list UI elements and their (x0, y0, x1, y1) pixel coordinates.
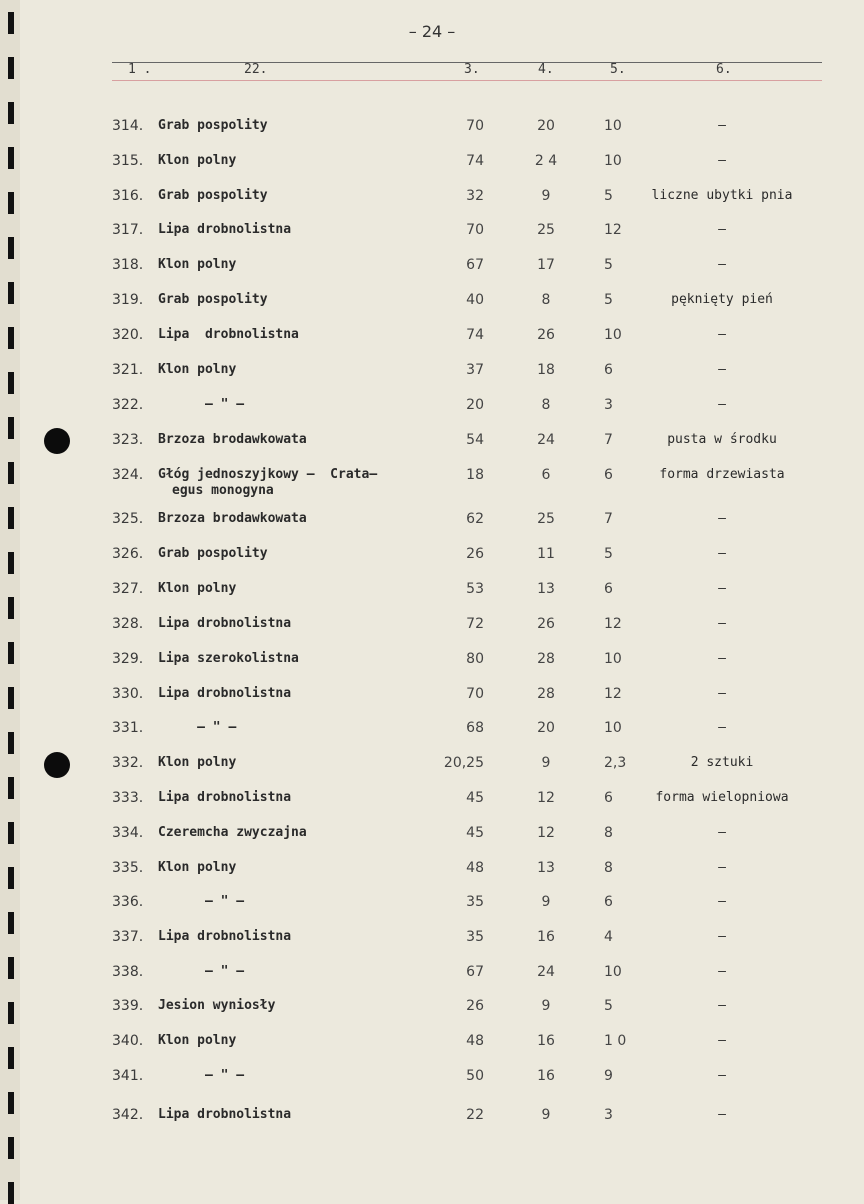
species-name: Grab pospolity (158, 188, 268, 203)
species-name: Lipa szerokolistna (158, 651, 299, 666)
row-number: 319. (112, 292, 144, 308)
table-row (0, 1068, 864, 1102)
column-5-value: 5 (604, 188, 613, 204)
remarks: forma drzewiasta (659, 467, 785, 482)
species-name: – " – (158, 720, 237, 735)
row-number: 338. (112, 964, 144, 980)
row-number: 328. (112, 616, 144, 632)
column-4-value: 17 (537, 257, 555, 273)
row-number: 323. (112, 432, 144, 448)
column-3-value: 74 (466, 327, 484, 343)
remarks: – (718, 616, 726, 631)
column-3-value: 40 (466, 292, 484, 308)
table-row (0, 825, 864, 859)
species-name: Klon polny (158, 1033, 237, 1048)
column-header-5: 5. (610, 62, 626, 77)
remarks: – (718, 118, 726, 133)
column-3-value: 68 (466, 720, 484, 736)
column-4-value: 28 (537, 686, 555, 702)
species-name: Klon polny (158, 755, 237, 770)
page-number: – 24 – (408, 22, 456, 41)
remarks: – (718, 1107, 726, 1122)
column-4-value: 16 (537, 929, 555, 945)
table-row (0, 153, 864, 187)
column-5-value: 4 (604, 929, 613, 945)
column-5-value: 12 (604, 616, 622, 632)
column-3-value: 37 (466, 362, 484, 378)
column-3-value: 74 (466, 153, 484, 169)
species-name: Lipa drobnolistna (158, 790, 292, 805)
column-5-value: 8 (604, 860, 613, 876)
column-5-value: 8 (604, 825, 613, 841)
remarks: – (718, 825, 726, 840)
column-3-value: 22 (466, 1107, 484, 1123)
row-number: 327. (112, 581, 144, 597)
species-name: Klon polny (158, 362, 237, 377)
species-name: Brzoza brodawkowata (158, 511, 307, 526)
row-number: 337. (112, 929, 144, 945)
species-name: Grab pospolity (158, 546, 268, 561)
table-row (0, 292, 864, 326)
column-4-value: 8 (541, 292, 551, 308)
row-number: 325. (112, 511, 144, 527)
column-5-value: 1 0 (604, 1033, 627, 1049)
row-number: 331. (112, 720, 144, 736)
row-number: 342. (112, 1107, 144, 1123)
remarks: – (718, 327, 726, 342)
species-name: – " – (158, 397, 245, 412)
column-header-3: 3. (464, 62, 480, 77)
column-5-value: 6 (604, 581, 613, 597)
table-row (0, 546, 864, 580)
table-row (0, 964, 864, 998)
column-3-value: 48 (466, 1033, 484, 1049)
row-number: 329. (112, 651, 144, 667)
remarks: – (718, 257, 726, 272)
table-row (0, 755, 864, 789)
species-name: Grab pospolity (158, 292, 268, 307)
binding-tick (8, 57, 14, 79)
remarks: – (718, 1033, 726, 1048)
species-name: Głóg jednoszyjkowy – Crata– (158, 467, 378, 482)
remarks: – (718, 362, 726, 377)
table-row (0, 118, 864, 152)
column-4-value: 13 (537, 581, 555, 597)
remarks: – (718, 581, 726, 596)
remarks: – (718, 397, 726, 412)
column-4-value: 16 (537, 1033, 555, 1049)
column-header-2: 22. (244, 62, 268, 77)
table-row (0, 257, 864, 291)
column-5-value: 7 (604, 432, 613, 448)
column-4-value: 20 (537, 118, 555, 134)
species-name: Lipa drobnolistna (158, 686, 292, 701)
row-number: 333. (112, 790, 144, 806)
remarks: forma wielopniowa (655, 790, 789, 805)
column-5-value: 10 (604, 720, 622, 736)
column-5-value: 7 (604, 511, 613, 527)
header-bottom-rule (112, 80, 822, 81)
remarks: – (718, 222, 726, 237)
remarks: – (718, 894, 726, 909)
row-number: 339. (112, 998, 144, 1014)
column-5-value: 6 (604, 467, 613, 483)
remarks: liczne ubytki pnia (651, 188, 793, 203)
column-3-value: 50 (466, 1068, 484, 1084)
column-4-value: 20 (537, 720, 555, 736)
column-5-value: 3 (604, 397, 613, 413)
column-3-value: 32 (466, 188, 484, 204)
column-3-value: 70 (466, 118, 484, 134)
column-5-value: 10 (604, 153, 622, 169)
row-number: 324. (112, 467, 144, 483)
remarks: – (718, 964, 726, 979)
column-5-value: 2,3 (604, 755, 627, 771)
species-name: Jesion wyniosły (158, 998, 276, 1013)
species-name: Klon polny (158, 581, 237, 596)
table-row (0, 720, 864, 754)
column-4-value: 2 4 (534, 153, 558, 169)
column-4-value: 26 (537, 327, 555, 343)
remarks: pusta w środku (667, 432, 777, 447)
column-5-value: 10 (604, 327, 622, 343)
species-name: Lipa drobnolistna (158, 929, 292, 944)
column-3-value: 45 (466, 790, 484, 806)
column-5-value: 5 (604, 998, 613, 1014)
column-4-value: 11 (537, 546, 555, 562)
species-name: Klon polny (158, 153, 237, 168)
remarks: – (718, 546, 726, 561)
row-number: 336. (112, 894, 144, 910)
column-5-value: 6 (604, 894, 613, 910)
column-4-value: 12 (537, 790, 555, 806)
species-name: Klon polny (158, 257, 237, 272)
column-3-value: 18 (466, 467, 484, 483)
column-4-value: 6 (541, 467, 551, 483)
row-number: 332. (112, 755, 144, 771)
column-4-value: 25 (537, 511, 555, 527)
table-row (0, 432, 864, 466)
column-3-value: 53 (466, 581, 484, 597)
remarks: – (718, 1068, 726, 1083)
column-5-value: 5 (604, 292, 613, 308)
species-name: Czeremcha zwyczajna (158, 825, 307, 840)
table-row (0, 860, 864, 894)
column-4-value: 28 (537, 651, 555, 667)
row-number: 330. (112, 686, 144, 702)
row-number: 340. (112, 1033, 144, 1049)
column-4-value: 13 (537, 860, 555, 876)
table-row (0, 222, 864, 256)
species-name: Lipa drobnolistna (158, 222, 292, 237)
column-4-value: 9 (541, 755, 551, 771)
column-5-value: 10 (604, 651, 622, 667)
column-5-value: 10 (604, 964, 622, 980)
row-number: 320. (112, 327, 144, 343)
table-row (0, 397, 864, 431)
species-name: Lipa drobnolistna (158, 327, 299, 342)
column-4-value: 9 (541, 998, 551, 1014)
column-5-value: 3 (604, 1107, 613, 1123)
remarks: 2 sztuki (690, 755, 754, 770)
row-number: 335. (112, 860, 144, 876)
column-5-value: 5 (604, 546, 613, 562)
remarks: – (718, 720, 726, 735)
table-row (0, 188, 864, 222)
table-row (0, 894, 864, 928)
column-5-value: 9 (604, 1068, 613, 1084)
column-4-value: 24 (537, 964, 555, 980)
column-header-6: 6. (716, 62, 732, 77)
column-4-value: 9 (541, 188, 551, 204)
species-name: – " – (158, 964, 245, 979)
species-name: Brzoza brodawkowata (158, 432, 307, 447)
column-3-value: 26 (466, 998, 484, 1014)
remarks: – (718, 511, 726, 526)
species-name: Lipa drobnolistna (158, 616, 292, 631)
table-row (0, 1107, 864, 1141)
column-5-value: 12 (604, 222, 622, 238)
column-3-value: 67 (466, 257, 484, 273)
column-3-value: 54 (466, 432, 484, 448)
row-number: 341. (112, 1068, 144, 1084)
column-4-value: 18 (537, 362, 555, 378)
row-number: 316. (112, 188, 144, 204)
column-4-value: 25 (537, 222, 555, 238)
row-number: 318. (112, 257, 144, 273)
column-5-value: 6 (604, 790, 613, 806)
table-row (0, 327, 864, 361)
column-5-value: 10 (604, 118, 622, 134)
column-header-1: 1 . (128, 62, 152, 77)
table-row (0, 686, 864, 720)
table-row (0, 362, 864, 396)
column-3-value: 20 (466, 397, 484, 413)
table-row (0, 998, 864, 1032)
column-4-value: 16 (537, 1068, 555, 1084)
table-row (0, 511, 864, 545)
remarks: – (718, 860, 726, 875)
column-4-value: 24 (537, 432, 555, 448)
species-name: – " – (158, 894, 245, 909)
column-4-value: 12 (537, 825, 555, 841)
column-4-value: 9 (541, 894, 551, 910)
remarks: pęknięty pień (671, 292, 773, 307)
binding-tick (8, 1182, 14, 1204)
column-header-4: 4. (538, 62, 554, 77)
row-number: 314. (112, 118, 144, 134)
column-4-value: 9 (541, 1107, 551, 1123)
column-4-value: 8 (541, 397, 551, 413)
species-name-continued: egus monogyna (172, 483, 274, 498)
column-3-value: 20,25 (443, 755, 484, 771)
column-3-value: 48 (466, 860, 484, 876)
column-4-value: 26 (537, 616, 555, 632)
species-name: Lipa drobnolistna (158, 1107, 292, 1122)
table-row (0, 467, 864, 501)
remarks: – (718, 929, 726, 944)
column-3-value: 35 (466, 929, 484, 945)
row-number: 315. (112, 153, 144, 169)
table-row (0, 790, 864, 824)
table-row (0, 581, 864, 615)
row-number: 326. (112, 546, 144, 562)
row-number: 322. (112, 397, 144, 413)
column-5-value: 5 (604, 257, 613, 273)
remarks: – (718, 153, 726, 168)
column-3-value: 26 (466, 546, 484, 562)
column-3-value: 45 (466, 825, 484, 841)
species-name: Grab pospolity (158, 118, 268, 133)
column-3-value: 62 (466, 511, 484, 527)
species-name: – " – (158, 1068, 245, 1083)
column-3-value: 67 (466, 964, 484, 980)
column-3-value: 80 (466, 651, 484, 667)
table-row (0, 651, 864, 685)
row-number: 334. (112, 825, 144, 841)
table-row (0, 1033, 864, 1067)
column-3-value: 35 (466, 894, 484, 910)
column-3-value: 70 (466, 686, 484, 702)
column-3-value: 70 (466, 222, 484, 238)
species-name: Klon polny (158, 860, 237, 875)
remarks: – (718, 651, 726, 666)
row-number: 317. (112, 222, 144, 238)
row-number: 321. (112, 362, 144, 378)
table-row (0, 929, 864, 963)
table-row (0, 616, 864, 650)
column-5-value: 6 (604, 362, 613, 378)
column-5-value: 12 (604, 686, 622, 702)
column-3-value: 72 (466, 616, 484, 632)
remarks: – (718, 686, 726, 701)
remarks: – (718, 998, 726, 1013)
